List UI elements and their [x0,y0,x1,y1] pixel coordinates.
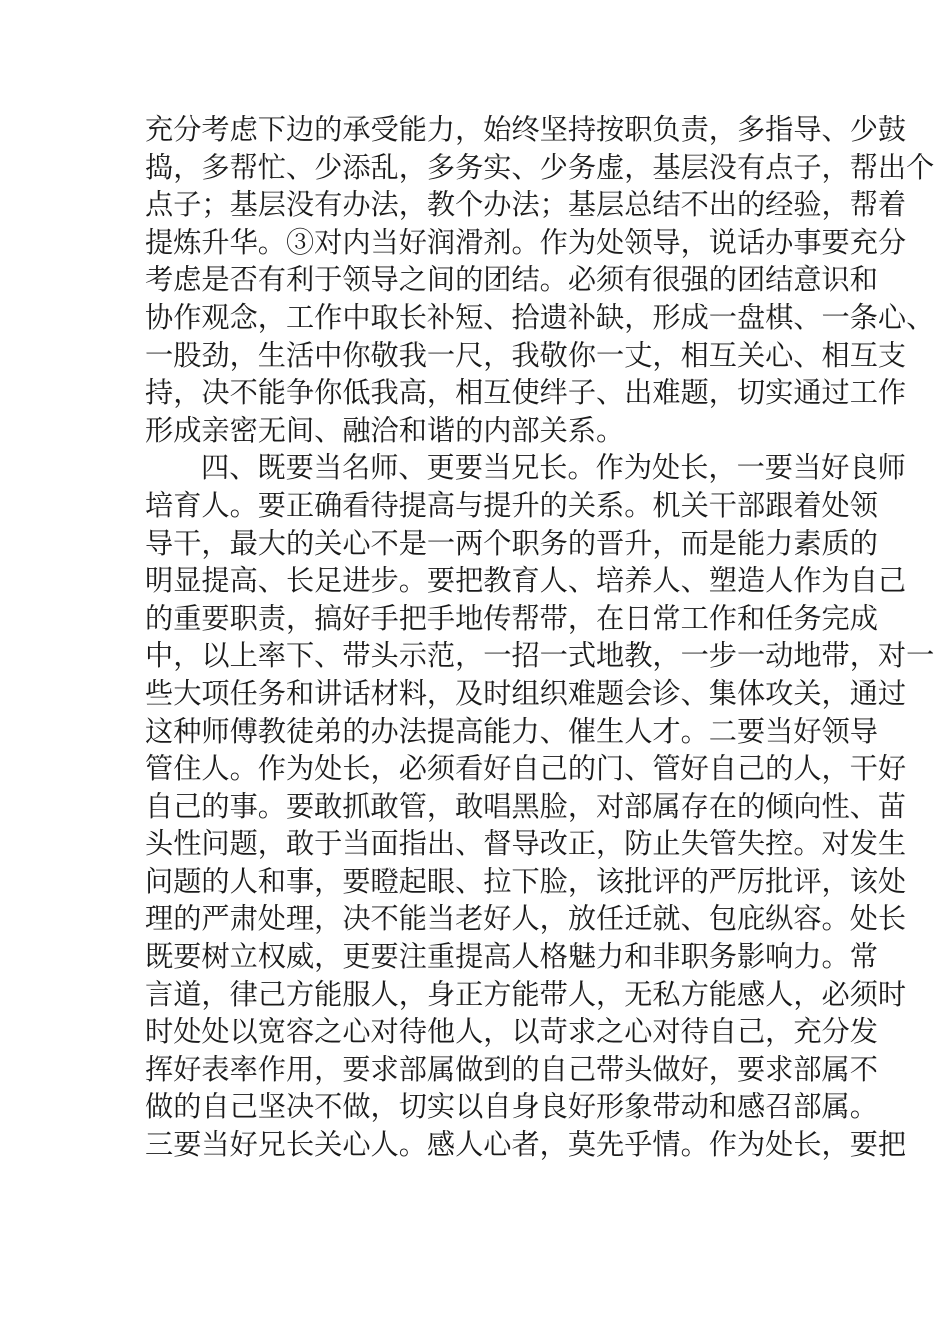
text-line: 既要树立权威，更要注重提高人格魅力和非职务影响力。常 [145,940,878,974]
text-line: 点子；基层没有办法，教个办法；基层总结不出的经验，帮着 [145,188,907,222]
text-line: 导干，最大的关心不是一两个职务的晋升，而是能力素质的 [145,526,878,560]
text-line: 培育人。要正确看待提高与提升的关系。机关干部跟着处领 [145,488,878,522]
text-line: 管住人。作为处长，必须看好自己的门、管好自己的人，干好 [145,752,907,786]
text-line: 的重要职责，搞好手把手地传帮带，在日常工作和任务完成 [145,601,878,635]
text-line: 一股劲，生活中你敬我一尺，我敬你一丈，相互关心、相互支 [145,338,907,372]
text-line: 提炼升华。③对内当好润滑剂。作为处领导，说话办事要充分 [145,225,907,259]
text-line: 挥好表率作用，要求部属做到的自己带头做好，要求部属不 [145,1052,878,1086]
text-line: 协作观念，工作中取长补短、拾遗补缺，形成一盘棋、一条心、 [145,300,935,334]
text-line: 问题的人和事，要瞪起眼、拉下脸，该批评的严厉批评，该处 [145,864,907,898]
text-line: 理的严肃处理，决不能当老好人，放任迁就、包庇纵容。处长 [145,902,907,936]
text-line: 形成亲密无间、融洽和谐的内部关系。 [145,413,625,447]
text-line: 时处处以宽容之心对待他人，以苛求之心对待自己，充分发 [145,1015,878,1049]
text-line: 中，以上率下、带头示范，一招一式地教，一步一动地带，对一 [145,639,935,673]
text-line: 充分考虑下边的承受能力，始终坚持按职负责，多指导、少鼓 [145,113,907,146]
text-line: 头性问题，敢于当面指出、督导改正，防止失管失控。对发生 [145,827,907,861]
text-line: 这种师傅教徒弟的办法提高能力、催生人才。二要当好领导 [145,714,878,748]
text-line: 三要当好兄长关心人。感人心者，莫先乎情。作为处长，要把 [145,1128,907,1162]
text-line: 持，决不能争你低我高，相互使绊子、出难题，切实通过工作 [145,376,907,410]
text-line: 四、既要当名师、更要当兄长。作为处长，一要当好良师 [201,451,906,485]
body-text [145,111,935,1164]
text-line: 捣，多帮忙、少添乱，多务实、少务虚，基层没有点子，帮出个 [145,150,935,184]
text-line: 些大项任务和讲话材料，及时组织难题会诊、集体攻关，通过 [145,676,907,710]
text-line: 做的自己坚决不做，切实以自身良好形象带动和感召部属。 [145,1090,878,1124]
paragraph-section-four [145,449,935,1163]
paragraph-continued [145,111,935,449]
text-line: 言道，律己方能服人，身正方能带人，无私方能感人，必须时 [145,977,907,1011]
text-line: 自己的事。要敢抓敢管，敢唱黑脸，对部属存在的倾向性、苗 [145,789,907,823]
text-line: 明显提高、长足进步。要把教育人、培养人、塑造人作为自己 [145,564,907,598]
text-line: 考虑是否有利于领导之间的团结。必须有很强的团结意识和 [145,263,878,297]
